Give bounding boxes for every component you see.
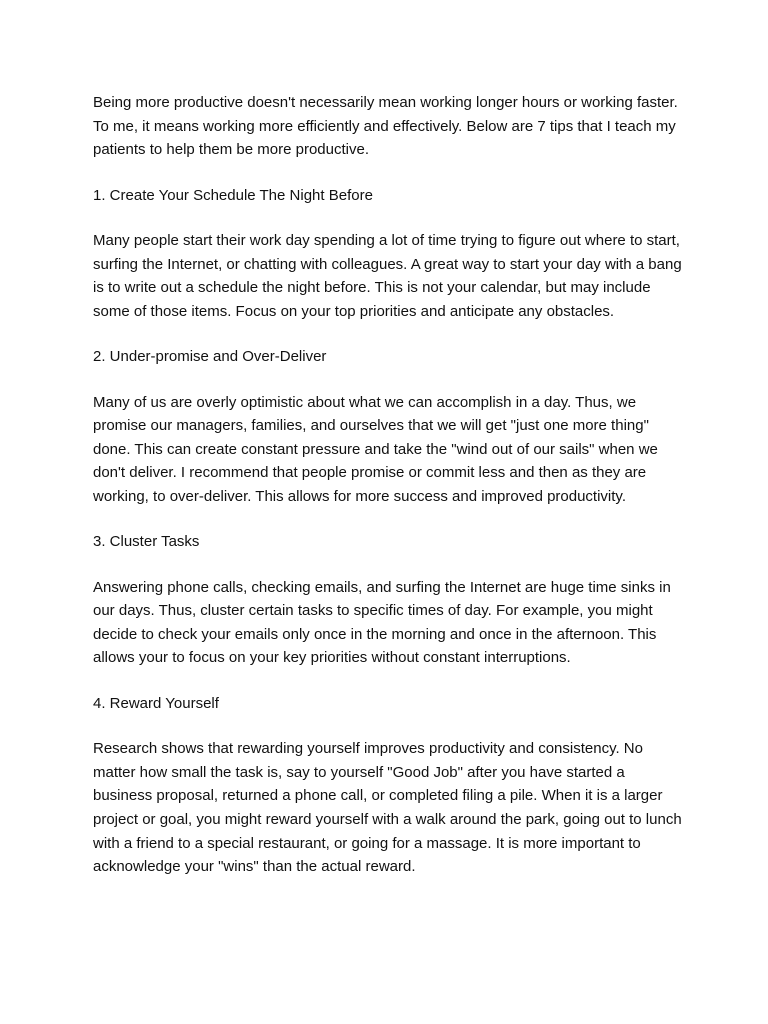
section-body-3: Answering phone calls, checking emails, and surfing the Internet are huge time sinks in our days. Thus, cluster certain tasks to specific times of day. For example, you might decide to check your emails only once in the morning and once in the afternoon. This allows your to focus on your key priorities without constant interruptions. bbox=[93, 578, 671, 667]
section-heading-4: 4. Reward Yourself bbox=[93, 694, 219, 712]
section-body-2: Many of us are overly optimistic about what we can accomplish in a day. Thus, we promise our managers, families, and ourselves that we will get "just one more thing" done. This can create constant pressure and take the "wind out of our sails" when we don't deliver. I recommend that people promise or commit less and then as they are working, to over-deliver. This allows for more success and improved productivity. bbox=[93, 393, 658, 505]
section-heading-2: 2. Under-promise and Over-Deliver bbox=[93, 348, 327, 366]
section-heading-1: 1. Create Your Schedule The Night Before bbox=[93, 186, 373, 204]
section-heading-3: 3. Cluster Tasks bbox=[93, 533, 200, 551]
section-body-4: Research shows that rewarding yourself improves productivity and consistency. No matter how small the task is, say to yourself "Good Job" after you have started a business proposal, returned a phone call, or completed filing a pile. When it is a larger project or goal, you might reward yourself with a walk around the park, going out to lunch with a friend to a special restaurant, or going for a massage. It is more important to acknowledge your "wins" than the actual reward. bbox=[93, 740, 682, 876]
section-body-1: Many people start their work day spending a lot of time trying to figure out where to start, surfing the Internet, or chatting with colleagues. A great way to start your day with a bang is to write out a schedule the night before. This is not your calendar, but may include some of those items. Focus on your top priorities and anticipate any obstacles. bbox=[93, 231, 682, 320]
document-page bbox=[93, 91, 683, 901]
intro-paragraph: Being more productive doesn't necessarily mean working longer hours or working faster. To me, it means working more efficiently and effectively. Below are 7 tips that I teach my patients to help them be more productive. bbox=[93, 94, 678, 159]
